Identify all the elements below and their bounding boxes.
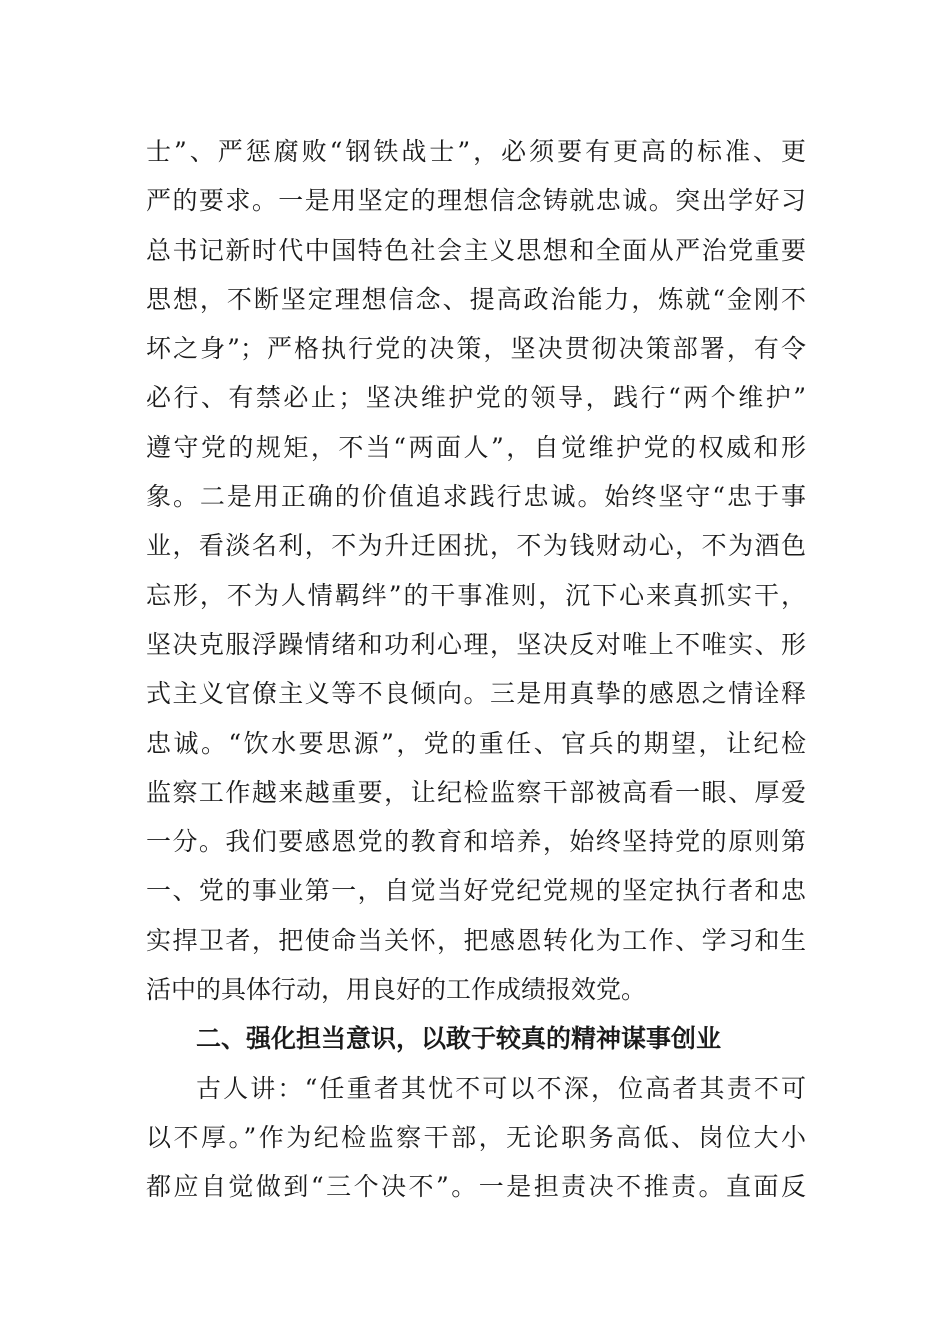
text-line: 活中的具体行动，用良好的工作成绩报效党。 [146,975,647,1005]
text-line: 古人讲：“任重者其忧不可以不深，位高者其责不可 [196,1073,806,1103]
text-line: 象。二是用正确的价值追求践行忠诚。始终坚守“忠于事 [146,482,806,512]
text-line: 都应自觉做到“三个决不”。一是担责决不推责。直面反 [146,1172,806,1202]
text-line: 实捍卫者，把使命当关怀，把感恩转化为工作、学习和生 [146,925,806,955]
text-line: 士”、严惩腐败“钢铁战士”，必须要有更高的标准、更 [146,137,806,166]
text-line: 坚决克服浮躁情绪和功利心理，坚决反对唯上不唯实、形 [146,629,806,659]
text-line: 必行、有禁必止；坚决维护党的领导，践行“两个维护” [146,383,806,413]
text-line: 式主义官僚主义等不良倾向。三是用真挚的感恩之情诠释 [146,679,806,709]
text-line: 思想，不断坚定理想信念、提高政治能力，炼就“金刚不 [146,284,806,314]
text-line: 忠诚。“饮水要思源”，党的重任、官兵的期望，让纪检 [146,728,806,758]
document-body [146,127,806,1212]
text-line: 坏之身”；严格执行党的决策，坚决贯彻决策部署，有令 [146,334,806,364]
text-line: 遵守党的规矩，不当“两面人”，自觉维护党的权威和形 [146,432,806,462]
text-line: 严的要求。一是用坚定的理想信念铸就忠诚。突出学好习 [146,186,806,216]
text-line: 业，看淡名利，不为升迁困扰，不为钱财动心，不为酒色 [146,531,806,561]
text-line: 监察工作越来越重要，让纪检监察干部被高看一眼、厚爱 [146,777,806,807]
text-line: 一、党的事业第一，自觉当好党纪党规的坚定执行者和忠 [146,876,806,906]
text-line: 以不厚。”作为纪检监察干部，无论职务高低、岗位大小 [146,1122,806,1152]
section-heading: 二、强化担当意识，以敢于较真的精神谋事创业 [196,1024,722,1054]
text-line: 总书记新时代中国特色社会主义思想和全面从严治党重要 [146,235,806,265]
text-line: 一分。我们要感恩党的教育和培养，始终坚持党的原则第 [146,827,806,857]
text-line: 忘形，不为人情羁绊”的干事准则，沉下心来真抓实干， [146,580,806,610]
